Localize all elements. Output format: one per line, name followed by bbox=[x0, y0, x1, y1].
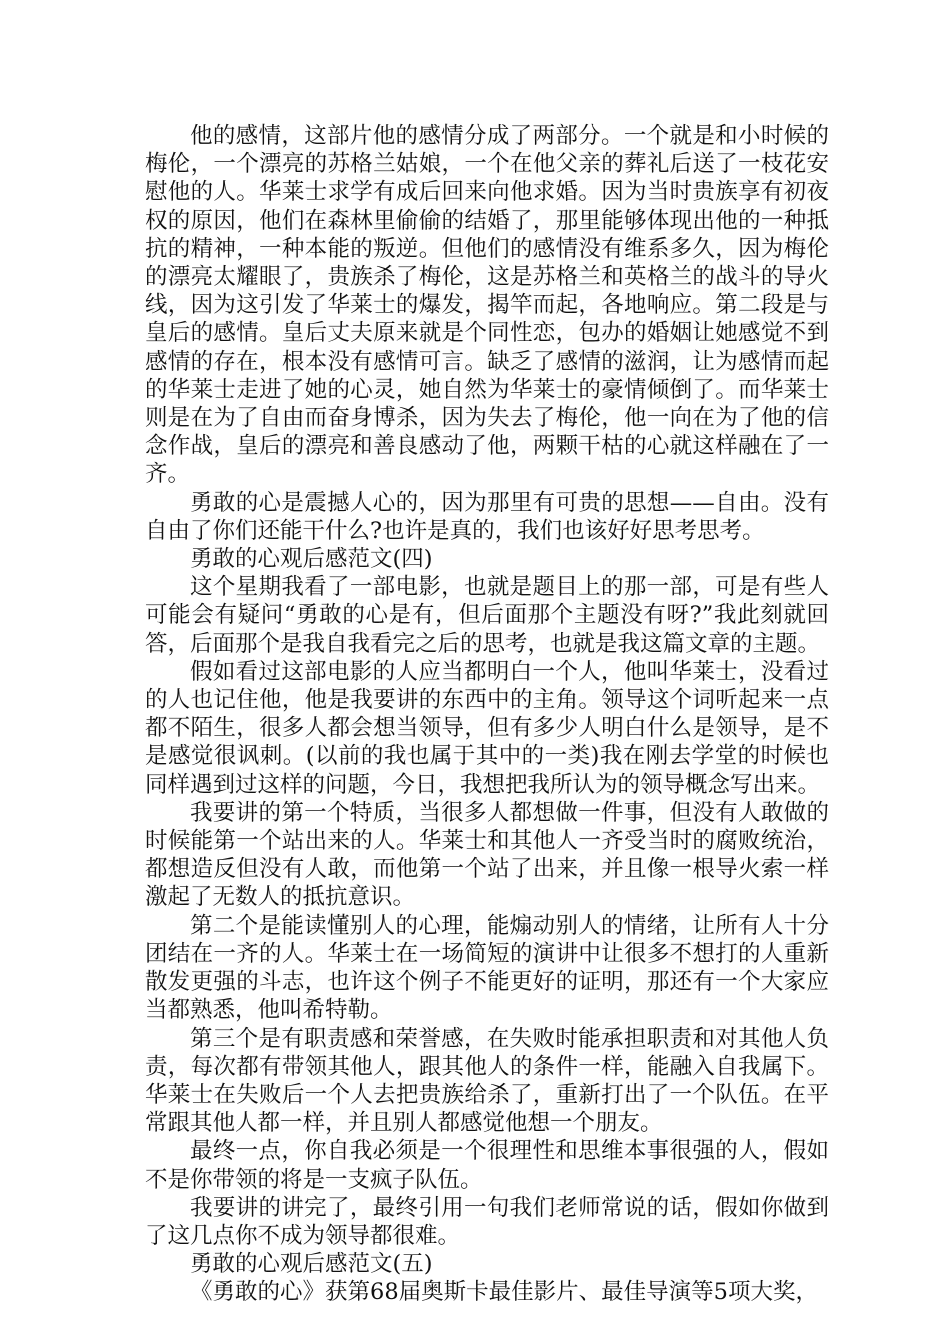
paragraph-intro-five: 《勇敢的心》获第68届奥斯卡最佳影片、最佳导演等5项大奖， bbox=[190, 1279, 818, 1306]
essay-body bbox=[145, 122, 829, 1307]
paragraph-love-story: 他的感情，这部片他的感情分成了两部分。一个就是和小时候的梅伦，一个漂亮的苏格兰姑娘，一个在他父亲的葬礼后送了一枝花安慰他的人。华莱士求学有成后回来向他求婚。因为当时贵族享有初夜权的原因，他们在森林里偷偷的结婚了，那里能够体现出他的一种抵抗的精神，一种本能的叛逆。但他们的感情没有维系多久，因为梅伦的漂亮太耀眼了，贵族杀了梅伦，这是苏格兰和英格兰的战斗的导火线，因为这引发了华莱士的爆发，揭竿而起，各地响应。第二段是与皇后的感情。皇后丈夫原来就是个同性恋，包办的婚姻让她感觉不到感情的存在，根本没有感情可言。缺乏了感情的滋润，让为感情而起的华莱士走进了她的心灵，她自然为华莱士的豪情倾倒了。而华莱士则是在为了自由而奋身博杀，因为失去了梅伦，他一向在为了他的信念作战，皇后的漂亮和善良感动了他，两颗干枯的心就这样融在了一齐。 bbox=[145, 123, 829, 488]
paragraph-conclusion: 我要讲的讲完了，最终引用一句我们老师常说的话，假如你做到了这几点你不成为领导都很难。 bbox=[145, 1194, 829, 1249]
paragraph-freedom: 勇敢的心是震撼人心的，因为那里有可贵的思想——自由。没有自由了你们还能干什么?也许是真的，我们也该好好思考思考。 bbox=[145, 489, 829, 544]
paragraph-trait-final: 最终一点，你自我必须是一个很理性和思维本事很强的人，假如不是你带领的将是一支疯子队伍。 bbox=[145, 1138, 829, 1193]
paragraph-trait-two: 第二个是能读懂别人的心理，能煽动别人的情绪，让所有人十分团结在一齐的人。华莱士在一场简短的演讲中让很多不想打的人重新散发更强的斗志，也许这个例子不能更好的证明，那还有一个大家应当都熟悉，他叫希特勒。 bbox=[145, 912, 829, 1024]
section-heading-four: 勇敢的心观后感范文(四) bbox=[190, 546, 433, 573]
paragraph-trait-three: 第三个是有职责感和荣誉感，在失败时能承担职责和对其他人负责，每次都有带领其他人，跟其他人的条件一样，能融入自我属下。华莱士在失败后一个人去把贵族给杀了，重新打出了一个队伍。在平常跟其他人都一样，并且别人都感觉他想一个朋友。 bbox=[145, 1025, 829, 1137]
paragraph-intro-four: 这个星期我看了一部电影，也就是题目上的那一部，可是有些人可能会有疑问“勇敢的心是有，但后面那个主题没有呀?”我此刻就回答，后面那个是我自我看完之后的思考，也就是我这篇文章的主题。 bbox=[145, 574, 829, 657]
paragraph-leadership: 假如看过这部电影的人应当都明白一个人，他叫华莱士，没看过的人也记住他，他是我要讲的东西中的主角。领导这个词听起来一点都不陌生，很多人都会想当领导，但有多少人明白什么是领导，是不是感觉很讽刺。(以前的我也属于其中的一类)我在刚去学堂的时候也同样遇到过这样的问题，今日，我想把我所认为的领导概念写出来。 bbox=[145, 658, 829, 798]
paragraph-trait-one: 我要讲的第一个特质，当很多人都想做一件事，但没有人敢做的时候能第一个站出来的人。华莱士和其他人一齐受当时的腐败统治，都想造反但没有人敢，而他第一个站了出来，并且像一根导火索一样激起了无数人的抵抗意识。 bbox=[145, 799, 829, 911]
section-heading-five: 勇敢的心观后感范文(五) bbox=[190, 1251, 433, 1278]
